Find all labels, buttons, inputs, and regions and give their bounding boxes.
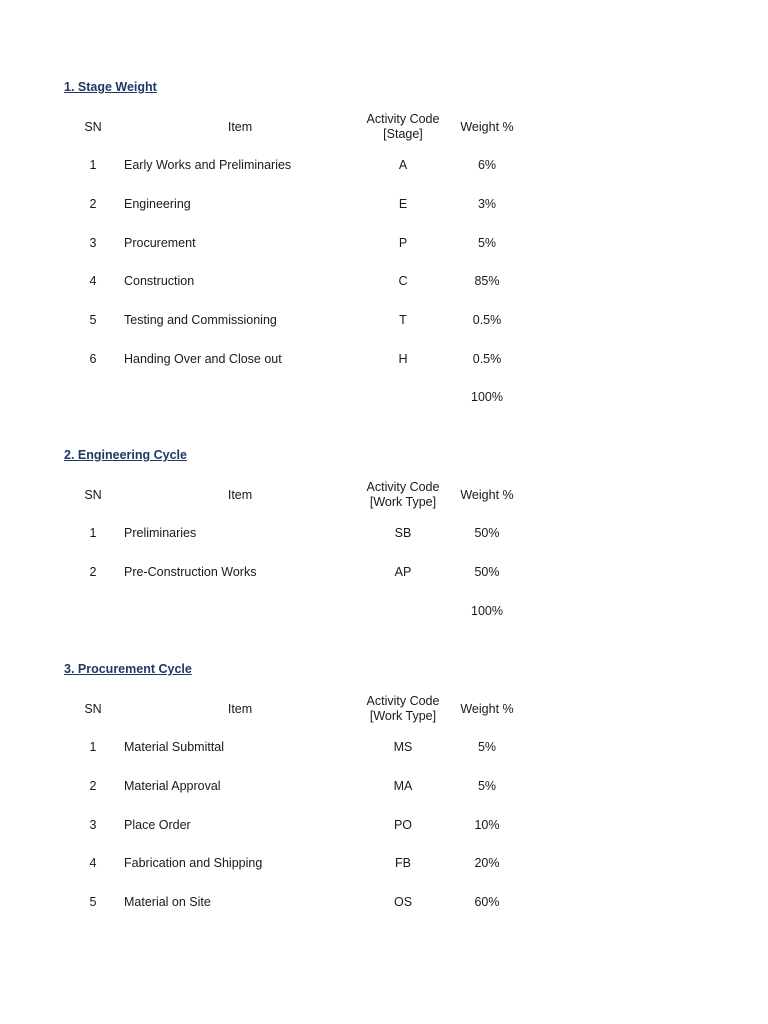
row-item: Material Approval [124, 778, 221, 793]
row-code: AP [394, 564, 412, 579]
header-activity-code-line2: [Stage] [383, 126, 423, 141]
row-weight: 5% [477, 740, 497, 755]
total-row [0, 591, 768, 630]
row-weight: 50% [474, 526, 500, 541]
header-activity-code-line1: Activity Code [366, 693, 440, 708]
header-weight: Weight % [460, 119, 514, 134]
section-title: 2. Engineering Cycle [64, 448, 187, 462]
row-weight: 0.5% [472, 351, 502, 366]
table-row [0, 301, 768, 340]
row-code: C [398, 274, 408, 289]
section-title: 3. Procurement Cycle [64, 662, 192, 676]
row-code: E [398, 196, 408, 211]
table-row [0, 184, 768, 223]
table-row [0, 552, 768, 591]
header-activity-code-line2: [Work Type] [369, 708, 437, 723]
row-item: Place Order [124, 817, 191, 832]
row-item: Engineering [124, 196, 191, 211]
total-weight: 100% [471, 603, 503, 618]
row-item: Material Submittal [124, 740, 225, 755]
row-sn: 6 [89, 351, 97, 366]
header-weight: Weight % [460, 487, 514, 502]
table-row [0, 805, 768, 844]
row-sn: 3 [89, 817, 97, 832]
row-code: A [398, 158, 408, 173]
row-weight: 85% [474, 274, 500, 289]
table-header-row [0, 475, 768, 514]
row-item: Fabrication and Shipping [124, 856, 263, 871]
row-sn: 1 [89, 526, 97, 541]
row-sn: 1 [89, 740, 97, 755]
row-sn: 4 [89, 856, 97, 871]
header-sn: SN [84, 119, 102, 134]
header-activity-code-line1: Activity Code [366, 111, 440, 126]
row-weight: 60% [474, 895, 500, 909]
header-weight: Weight % [460, 701, 514, 716]
row-code: MA [393, 778, 413, 793]
header-item: Item [227, 487, 253, 502]
row-item: Construction [124, 274, 195, 289]
row-item: Testing and Commissioning [124, 313, 277, 327]
row-weight: 20% [474, 856, 500, 871]
row-sn: 5 [89, 313, 97, 327]
row-sn: 4 [89, 274, 97, 289]
header-activity-code-line2: [Work Type] [369, 494, 437, 509]
row-item: Early Works and Preliminaries [124, 158, 292, 173]
row-code: SB [394, 526, 412, 541]
header-sn: SN [84, 487, 102, 502]
table-row [0, 146, 768, 185]
header-activity-code [356, 689, 450, 728]
table-row [0, 514, 768, 553]
row-code: PO [393, 817, 413, 832]
header-activity-code-line1: Activity Code [366, 479, 440, 494]
table-row [0, 339, 768, 378]
table-row [0, 766, 768, 805]
row-weight: 3% [477, 196, 497, 211]
row-weight: 5% [477, 778, 497, 793]
row-weight: 10% [474, 817, 500, 832]
total-row [0, 378, 768, 417]
row-sn: 2 [89, 196, 97, 211]
total-weight: 100% [471, 390, 503, 405]
table-row [0, 883, 768, 922]
row-weight: 6% [477, 158, 497, 173]
table-row [0, 728, 768, 767]
row-item: Handing Over and Close out [124, 351, 282, 366]
table-header-row [0, 107, 768, 146]
row-item: Preliminaries [124, 526, 197, 541]
row-weight: 0.5% [472, 313, 502, 327]
row-code: OS [393, 895, 413, 909]
row-item: Pre-Construction Works [124, 564, 257, 579]
row-sn: 5 [89, 895, 97, 909]
row-code: P [398, 235, 408, 250]
row-code: FB [395, 856, 411, 871]
table-header-row [0, 689, 768, 728]
row-sn: 2 [89, 564, 97, 579]
header-sn: SN [84, 701, 102, 716]
row-code: H [398, 351, 408, 366]
header-activity-code [356, 107, 450, 146]
row-weight: 50% [474, 564, 500, 579]
row-item: Procurement [124, 235, 196, 250]
table-row [0, 844, 768, 883]
header-activity-code [356, 475, 450, 514]
table-row [0, 262, 768, 301]
header-item: Item [227, 701, 253, 716]
row-sn: 3 [89, 235, 97, 250]
table-row [0, 223, 768, 262]
header-item: Item [227, 119, 253, 134]
row-sn: 2 [89, 778, 97, 793]
row-code: T [399, 313, 407, 327]
row-sn: 1 [89, 158, 97, 173]
row-code: MS [393, 740, 413, 755]
section-title: 1. Stage Weight [64, 80, 157, 94]
row-item: Material on Site [124, 895, 211, 909]
row-weight: 5% [477, 235, 497, 250]
